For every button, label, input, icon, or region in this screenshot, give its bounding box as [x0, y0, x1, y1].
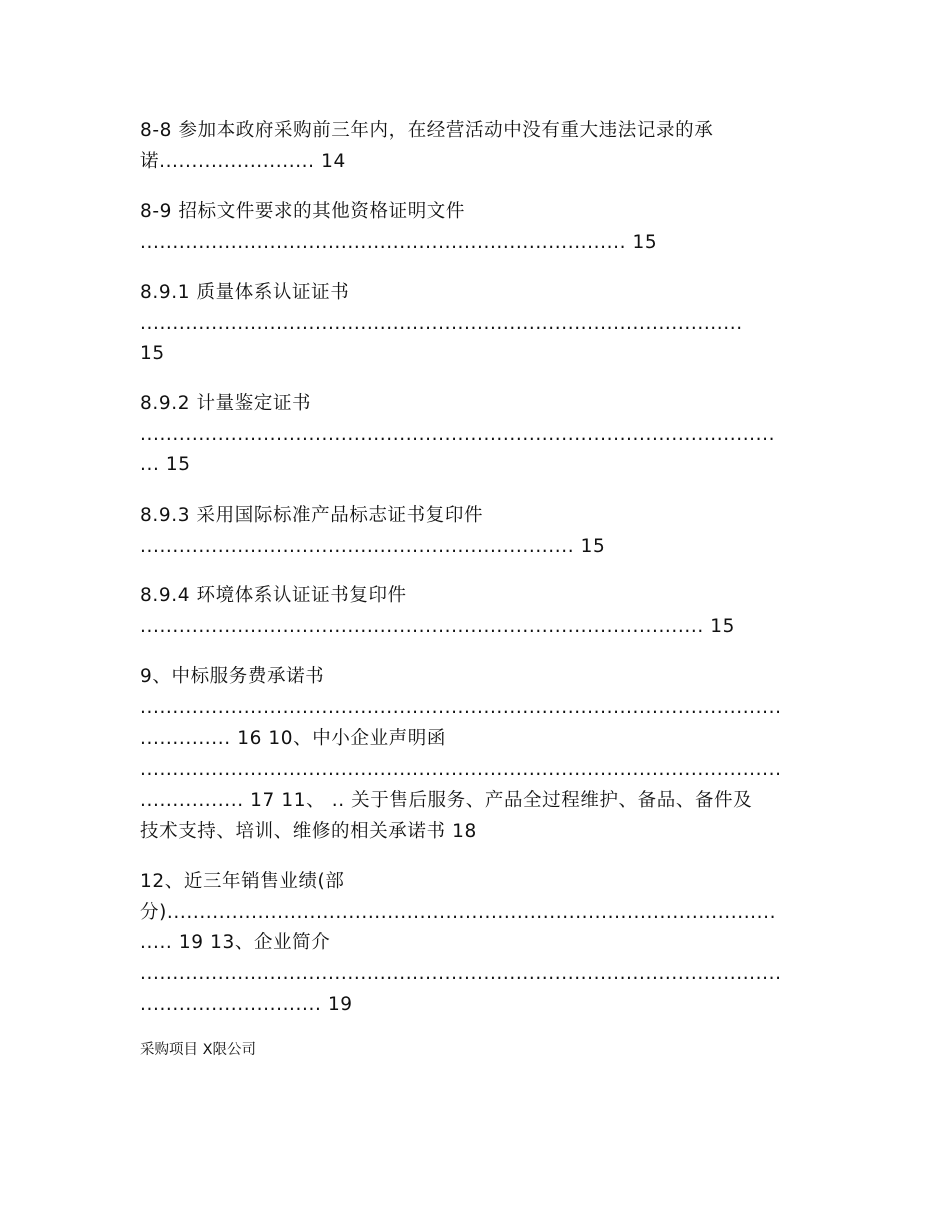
toc-entry-8-9-3-page: ................................................................... 15 [140, 536, 606, 557]
toc-entry-8-9-1-page: 15 [140, 343, 165, 364]
toc-entry-8-9-2-leader: .................................................................................................. [140, 424, 776, 445]
toc-entry-11-cont: 技术支持、培训、维修的相关承诺书 18 [140, 821, 477, 842]
toc-entry-8-9-page: ........................................................................... 15 [140, 232, 658, 253]
toc-entry-9-leader: ................................................................................................... [140, 697, 782, 718]
toc-entry-8-9: 8-9 招标文件要求的其他资格证明文件 [140, 201, 465, 222]
toc-entry-8-9-4: 8.9.4 环境体系认证证书复印件 [140, 585, 407, 606]
page-footer: 采购项目 X限公司 [140, 1042, 257, 1058]
toc-entry-8-9-4-page: ....................................................................................... 15 [140, 616, 736, 637]
toc-entry-8-9-2-page: ... 15 [140, 454, 191, 475]
toc-entry-8-9-3: 8.9.3 采用国际标准产品标志证书复印件 [140, 505, 484, 526]
toc-entry-11: ................ 17 11、 .. 关于售后服务、产品全过程维护、备品、备件及 [140, 790, 753, 811]
toc-entry-12-cont: 分).............................................................................................. [140, 902, 777, 923]
toc-entry-8-8-page: 诺........................ 14 [140, 151, 346, 172]
toc-entry-8-8: 8-8 参加本政府采购前三年内，在经营活动中没有重大违法记录的承 [140, 120, 714, 141]
toc-entry-8-9-2: 8.9.2 计量鉴定证书 [140, 393, 312, 414]
toc-entry-10-leader: ................................................................................................... [140, 759, 782, 780]
toc-entry-13-leader: ................................................................................................... [140, 963, 782, 984]
toc-entry-13-page: ............................ 19 [140, 994, 353, 1015]
toc-entry-13: ..... 19 13、企业简介 [140, 932, 331, 953]
toc-entry-10: .............. 16 10、中小企业声明函 [140, 728, 446, 749]
toc-entry-8-9-1-leader: ............................................................................................. [140, 313, 743, 334]
toc-entry-8-9-1: 8.9.1 质量体系认证证书 [140, 282, 350, 303]
toc-entry-9: 9、中标服务费承诺书 [140, 666, 325, 687]
toc-entry-12: 12、近三年销售业绩(部 [140, 871, 345, 892]
